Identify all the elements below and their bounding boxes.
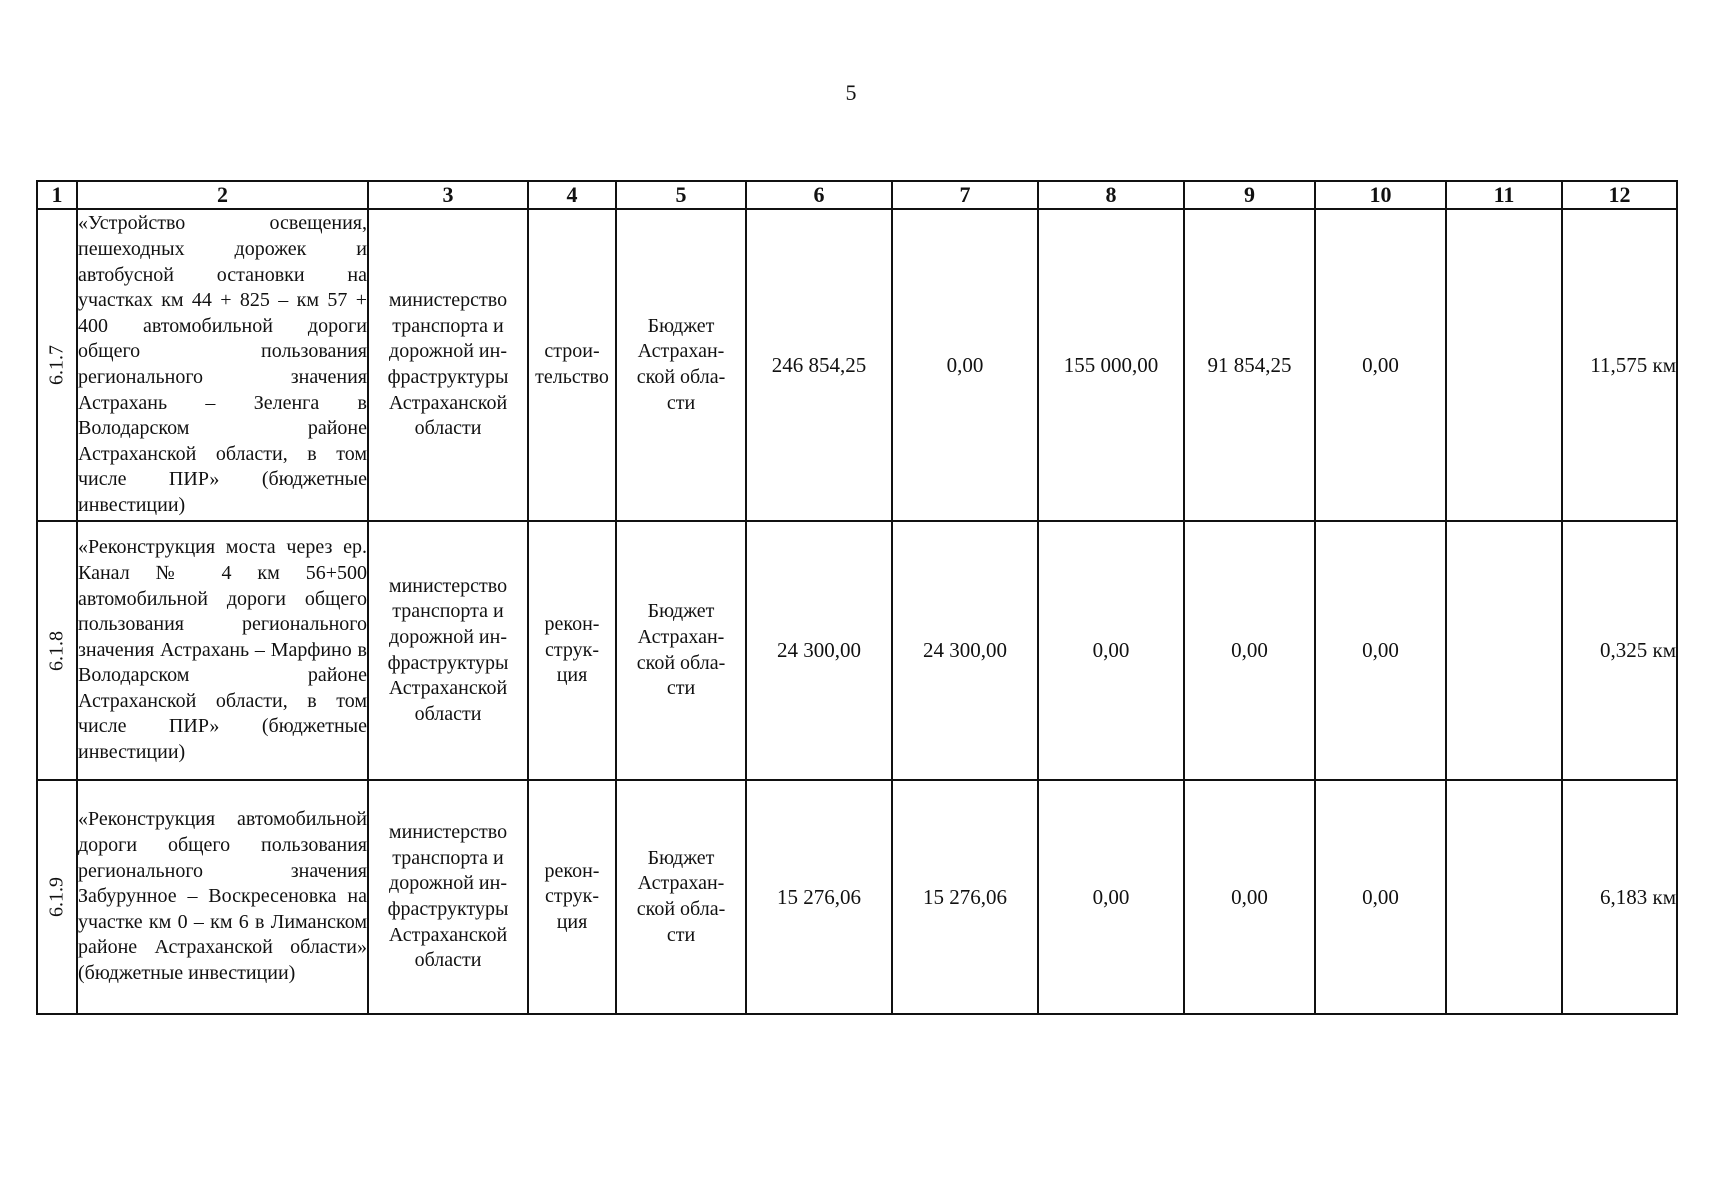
work-type-cell: рекон- струк- ция [528,780,616,1014]
responsible-cell: министерство транспорта и дорожной ин- фраструктуры Астраханской области [368,209,528,521]
col11-cell [1446,209,1562,521]
header-col-5: 5 [616,181,746,209]
col8-cell: 0,00 [1038,780,1184,1014]
funding-source-cell: Бюджет Астрахан- ской обла- сти [616,780,746,1014]
col11-cell [1446,521,1562,780]
funding-source-cell: Бюджет Астрахан- ской обла- сти [616,209,746,521]
work-type-cell: строи- тельство [528,209,616,521]
col6-cell: 24 300,00 [746,521,892,780]
result-length-cell: 11,575 км [1562,209,1677,521]
col10-cell: 0,00 [1315,780,1446,1014]
col8-cell: 155 000,00 [1038,209,1184,521]
budget-table [36,180,1678,1015]
col6-cell: 15 276,06 [746,780,892,1014]
row-number-cell [37,780,77,1014]
row-number: 6.1.7 [45,345,68,385]
col8-cell: 0,00 [1038,521,1184,780]
header-row [37,181,1677,209]
col7-cell: 15 276,06 [892,780,1038,1014]
header-col-4: 4 [528,181,616,209]
col10-cell: 0,00 [1315,521,1446,780]
project-name-cell: «Реконструкция моста через ер. Канал № 4 км 56+500 автомобильной дороги общего пользования регионального значения Астрахань – Марфино в Володарском районе Астраханской области, в том числе ПИР» (бюджетные инвестиции) [77,521,368,780]
col6-cell: 246 854,25 [746,209,892,521]
header-col-1: 1 [37,181,77,209]
col7-cell: 0,00 [892,209,1038,521]
col9-cell: 0,00 [1184,780,1315,1014]
page-number: 5 [845,80,857,105]
table-row [37,521,1677,780]
responsible-cell: министерство транспорта и дорожной ин- фраструктуры Астраханской области [368,780,528,1014]
table-row [37,209,1677,521]
project-name-cell: «Устройство освещения, пешеходных дорожек и автобусной остановки на участках км 44 + 825 – км 57 + 400 автомобильной дороги общего пользования регионального значения Астрахань – Зеленга в Володарском районе Астраханской области, в том числе ПИР» (бюджетные инвестиции) [77,209,368,521]
project-name-cell: «Реконструкция автомобильной дороги общего пользования регионального значения Забурунное – Воскресеновка на участке км 0 – км 6 в Лиманском районе Астраханской области» (бюджетные инвестиции) [77,780,368,1014]
header-col-2: 2 [77,181,368,209]
table-row [37,780,1677,1014]
row-number-cell [37,521,77,780]
header-col-9: 9 [1184,181,1315,209]
header-col-6: 6 [746,181,892,209]
result-length-cell: 0,325 км [1562,521,1677,780]
header-col-3: 3 [368,181,528,209]
col11-cell [1446,780,1562,1014]
responsible-cell: министерство транспорта и дорожной ин- фраструктуры Астраханской области [368,521,528,780]
work-type-cell: рекон- струк- ция [528,521,616,780]
header-col-12: 12 [1562,181,1677,209]
result-length-cell: 6,183 км [1562,780,1677,1014]
header-col-8: 8 [1038,181,1184,209]
row-number-cell [37,209,77,521]
col9-cell: 0,00 [1184,521,1315,780]
header-col-7: 7 [892,181,1038,209]
col7-cell: 24 300,00 [892,521,1038,780]
col9-cell: 91 854,25 [1184,209,1315,521]
row-number: 6.1.9 [45,877,68,917]
col10-cell: 0,00 [1315,209,1446,521]
header-col-11: 11 [1446,181,1562,209]
funding-source-cell: Бюджет Астрахан- ской обла- сти [616,521,746,780]
header-col-10: 10 [1315,181,1446,209]
row-number: 6.1.8 [45,630,68,671]
